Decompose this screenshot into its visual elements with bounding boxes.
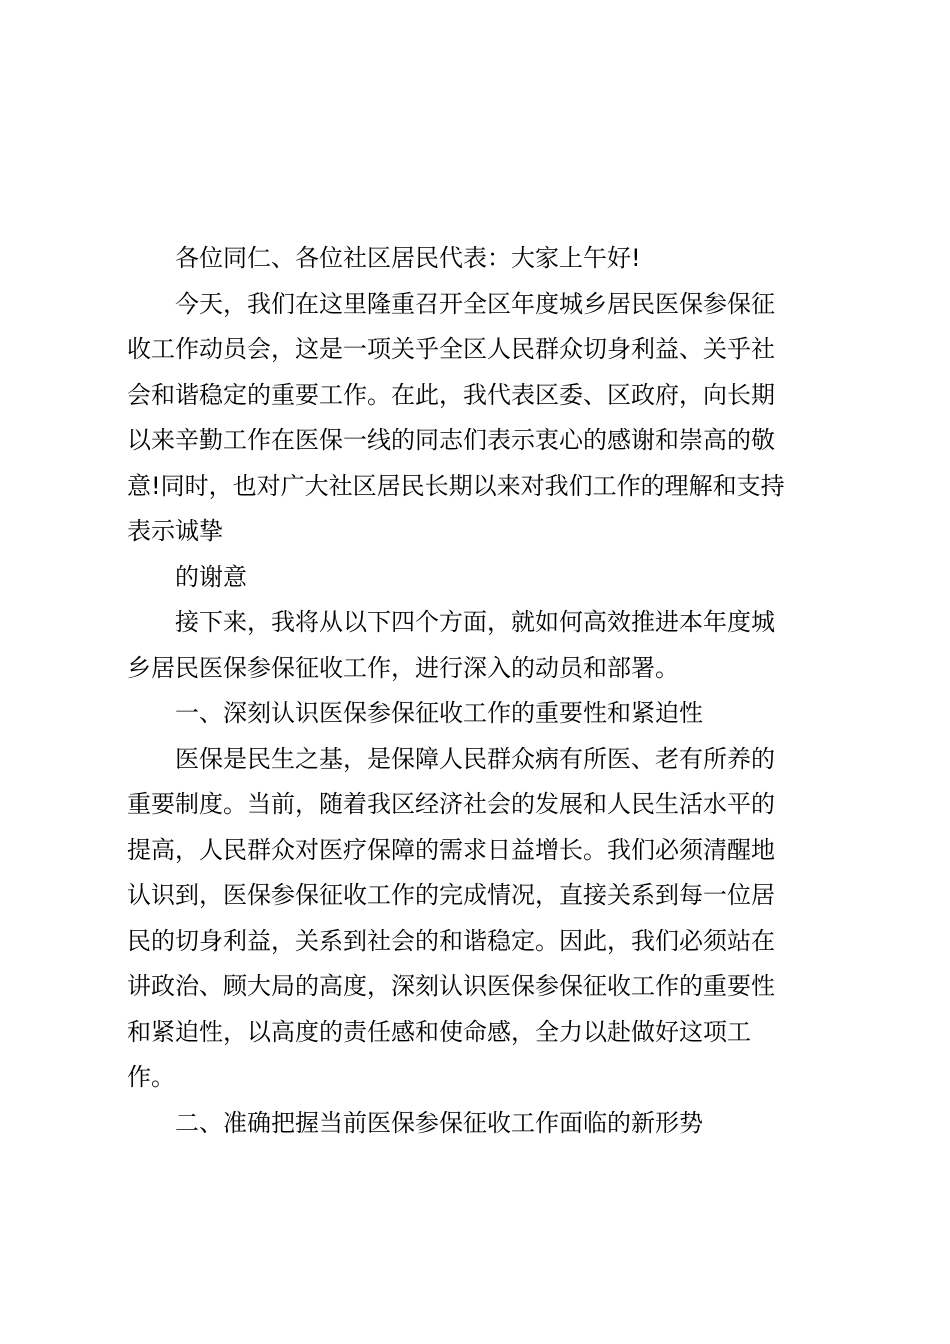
paragraph-line: 讲政治、顾大局的高度，深刻认识医保参保征收工作的重要性 [127, 972, 775, 1000]
paragraph-opening-tail: 的谢意 [175, 562, 247, 591]
paragraph-line: 作。 [127, 1063, 175, 1091]
section-heading-2: 二、准确把握当前医保参保征收工作面临的新形势 [175, 1108, 703, 1137]
paragraph-line: 会和谐稳定的重要工作。在此，我代表区委、区政府，向长期 [127, 380, 775, 409]
paragraph-line: 意!同时，也对广大社区居民长期以来对我们工作的理解和支持 [127, 471, 785, 500]
paragraph-line: 医保是民生之基，是保障人民群众病有所医、老有所养的 [175, 744, 775, 773]
paragraph-line: 乡居民医保参保征收工作，进行深入的动员和部署。 [127, 653, 679, 682]
paragraph-line: 接下来，我将从以下四个方面，就如何高效推进本年度城 [175, 608, 775, 636]
section-heading-1: 一、深刻认识医保参保征收工作的重要性和紧迫性 [175, 699, 703, 727]
greeting-line: 各位同仁、各位社区居民代表：大家上午好! [175, 244, 641, 272]
paragraph-line: 重要制度。当前，随着我区经济社会的发展和人民生活水平的 [127, 790, 775, 818]
paragraph-line: 收工作动员会，这是一项关乎全区人民群众切身利益、关乎社 [127, 335, 775, 363]
document-body [127, 236, 827, 1146]
paragraph-section-1 [127, 737, 827, 1101]
paragraph-line: 今天，我们在这里隆重召开全区年度城乡居民医保参保征 [175, 289, 775, 318]
paragraph-line: 以来辛勤工作在医保一线的同志们表示衷心的感谢和崇高的敬 [127, 426, 775, 454]
paragraph-line: 表示诚挚 [127, 517, 223, 545]
paragraph-line: 提高，人民群众对医疗保障的需求日益增长。我们必须清醒地 [127, 835, 775, 864]
paragraph-line: 认识到，医保参保征收工作的完成情况，直接关系到每一位居 [127, 881, 775, 909]
paragraph-line: 和紧迫性，以高度的责任感和使命感，全力以赴做好这项工 [127, 1017, 751, 1046]
paragraph-line: 民的切身利益，关系到社会的和谐稳定。因此，我们必须站在 [127, 926, 775, 955]
paragraph-outline [127, 600, 827, 691]
paragraph-opening [127, 282, 827, 555]
